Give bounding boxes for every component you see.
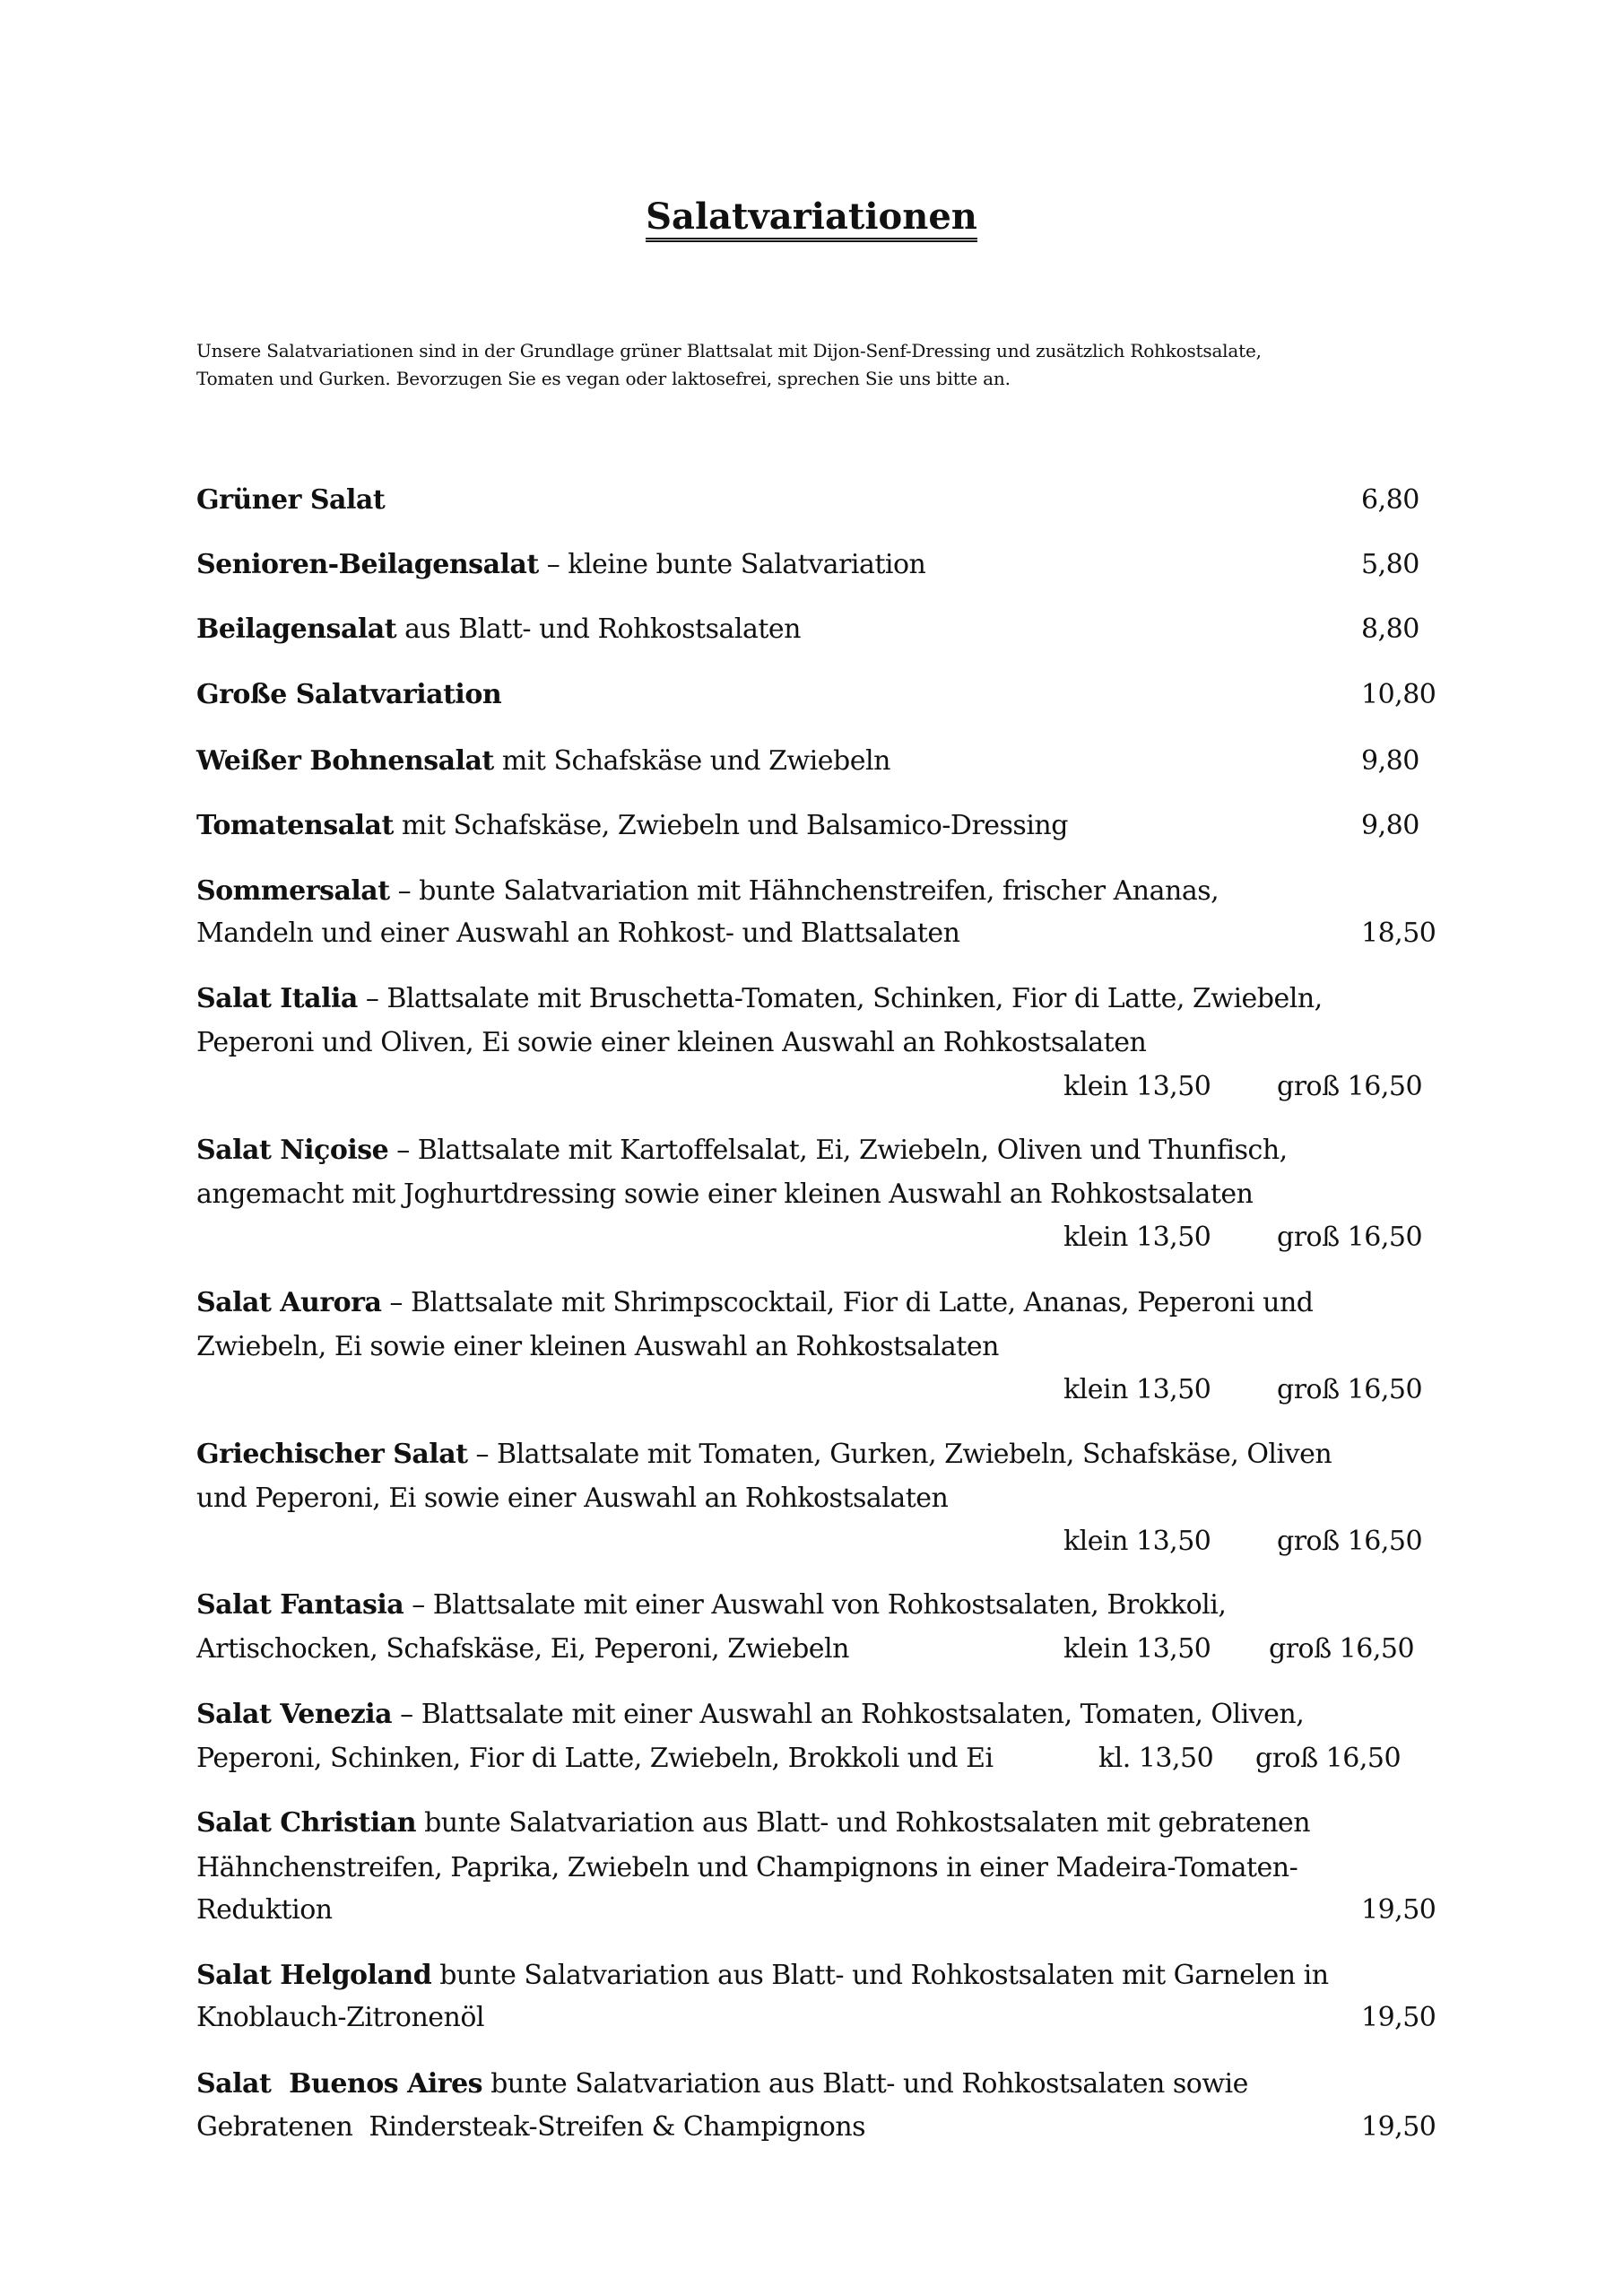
menu-item-line (196, 806, 1435, 846)
menu-item-line (196, 1739, 1435, 1779)
menu-item-line (196, 545, 1435, 585)
menu-item-line (196, 1067, 1435, 1107)
menu-item-line (196, 1522, 1435, 1561)
menu-item-line (196, 2108, 1435, 2147)
menu-item-desc: – Blattsalate mit Shrimpscocktail, Fior di Latte, Ananas, Peperoni und (381, 1287, 1314, 1318)
menu-item-desc: Peperoni, Schinken, Fior di Latte, Zwiebeln, Brokkoli und Ei (196, 1743, 994, 1774)
menu-item-name: Weißer Bohnensalat (196, 745, 494, 777)
menu-item-price: 19,50 (1361, 1894, 1436, 1926)
menu-item-name: Salat Helgoland (196, 1960, 432, 1991)
menu-item-name: Senioren-Beilagensalat (196, 549, 539, 580)
menu-item-desc: angemacht mit Joghurtdressing sowie einer kleinen Auswahl an Rohkostsalaten (196, 1178, 1254, 1210)
menu-item-line (196, 872, 1435, 911)
menu-item-name: Sommersalat (196, 875, 390, 907)
menu-item-desc: Peperoni und Oliven, Ei sowie einer kleinen Auswahl an Rohkostsalaten (196, 1027, 1147, 1058)
menu-item-line (196, 1848, 1435, 1888)
menu-item-desc: und Peperoni, Ei sowie einer Auswahl an Rohkostsalaten (196, 1483, 949, 1514)
menu-item-line (196, 1370, 1435, 1410)
menu-item-desc: mit Schafskäse, Zwiebeln und Balsamico-Dressing (393, 810, 1068, 841)
menu-item-line (196, 1131, 1435, 1170)
menu-item-line (196, 1998, 1435, 2038)
menu-item-name: Große Salatvariation (196, 679, 502, 710)
menu-item-name: Salat Buenos Aires (196, 2068, 483, 2100)
page-title (0, 192, 1623, 242)
menu-item-desc: Mandeln und einer Auswahl an Rohkost- und Blattsalaten (196, 918, 960, 949)
menu-item-price-small: kl. 13,50 (1098, 1743, 1214, 1774)
menu-item-price-large: groß 16,50 (1277, 1526, 1423, 1557)
menu-item-name: Salat Aurora (196, 1287, 382, 1318)
menu-item-name: Salat Niçoise (196, 1135, 389, 1166)
menu-item-line (196, 1283, 1435, 1323)
menu-item-line (196, 1956, 1435, 1996)
menu-item-desc: aus Blatt- und Rohkostsalaten (396, 613, 802, 645)
menu-item-desc: – kleine bunte Salatvariation (538, 549, 926, 580)
menu-item-price: 5,80 (1361, 549, 1419, 580)
menu-item-desc: Reduktion (196, 1894, 333, 1926)
menu-item-name: Beilagensalat (196, 613, 397, 645)
intro-line-1: Unsere Salatvariationen sind in der Grundlage grüner Blattsalat mit Dijon-Senf-Dressing und zusätzlich Rohkostsalate, (196, 340, 1262, 361)
menu-item-name: Grüner Salat (196, 484, 386, 516)
intro-line-2: Tomaten und Gurken. Bevorzugen Sie es vegan oder laktosefrei, sprechen Sie uns bitte an. (196, 368, 1011, 389)
menu-item-price-small: klein 13,50 (1063, 1222, 1211, 1253)
menu-item-line (196, 2065, 1435, 2104)
menu-item-price-large: groß 16,50 (1277, 1374, 1423, 1405)
menu-item-line (196, 1479, 1435, 1518)
menu-item-desc: – Blattsalate mit einer Auswahl von Rohkostsalaten, Brokkoli, (404, 1589, 1227, 1621)
menu-item-line (196, 742, 1435, 781)
menu-item-price-large: groß 16,50 (1277, 1071, 1423, 1102)
menu-item-line (196, 1218, 1435, 1257)
menu-item-desc: – Blattsalate mit einer Auswahl an Rohkostsalaten, Tomaten, Oliven, (392, 1699, 1305, 1730)
menu-item-price-small: klein 13,50 (1063, 1526, 1211, 1557)
menu-item-desc: – Blattsalate mit Tomaten, Gurken, Zwiebeln, Schafskäse, Oliven (467, 1439, 1332, 1470)
menu-item-line (196, 1891, 1435, 1930)
menu-item-desc: Gebratenen Rindersteak-Streifen & Champignons (196, 2111, 866, 2143)
menu-item-price: 10,80 (1361, 679, 1436, 710)
menu-item-price-small: klein 13,50 (1063, 1374, 1211, 1405)
menu-item-line (196, 1327, 1435, 1367)
menu-item-desc: – Blattsalate mit Kartoffelsalat, Ei, Zwiebeln, Oliven und Thunfisch, (388, 1135, 1288, 1166)
menu-item-desc: Zwiebeln, Ei sowie einer kleinen Auswahl an Rohkostsalaten (196, 1331, 999, 1362)
menu-item-price-small: klein 13,50 (1063, 1633, 1211, 1665)
menu-item-price: 19,50 (1361, 2111, 1436, 2143)
menu-item-line (196, 1586, 1435, 1625)
menu-item-price-large: groß 16,50 (1255, 1743, 1402, 1774)
menu-item-desc: – Blattsalate mit Bruschetta-Tomaten, Schinken, Fior di Latte, Zwiebeln, (357, 983, 1323, 1014)
menu-item-line (196, 610, 1435, 649)
menu-item-price: 9,80 (1361, 810, 1419, 841)
menu-item-line (196, 1435, 1435, 1474)
menu-item-desc: Knoblauch-Zitronenöl (196, 2002, 485, 2033)
menu-item-line (196, 1804, 1435, 1843)
menu-item-name: Salat Italia (196, 983, 358, 1014)
menu-item-price: 8,80 (1361, 613, 1419, 645)
menu-item-name: Tomatensalat (196, 810, 394, 841)
menu-item-line (196, 1695, 1435, 1735)
menu-item-line (196, 1023, 1435, 1063)
menu-item-desc: bunte Salatvariation aus Blatt- und Rohkostsalaten sowie (482, 2068, 1248, 2100)
menu-item-name: Salat Fantasia (196, 1589, 404, 1621)
menu-item-price: 9,80 (1361, 745, 1419, 777)
menu-item-line (196, 675, 1435, 715)
menu-item-line (196, 914, 1435, 953)
menu-item-name: Salat Christian (196, 1807, 417, 1839)
menu-item-price-small: klein 13,50 (1063, 1071, 1211, 1102)
menu-item-price: 6,80 (1361, 484, 1419, 516)
menu-item-price-large: groß 16,50 (1277, 1222, 1423, 1253)
menu-item-desc: mit Schafskäse und Zwiebeln (493, 745, 890, 777)
menu-item-line (196, 1630, 1435, 1669)
menu-item-desc: bunte Salatvariation aus Blatt- und Rohkostsalaten mit gebratenen (416, 1807, 1311, 1839)
page-title-text: Salatvariationen (646, 196, 977, 242)
menu-item-desc: Hähnchenstreifen, Paprika, Zwiebeln und Champignons in einer Madeira-Tomaten- (196, 1852, 1298, 1883)
menu-item-desc: bunte Salatvariation aus Blatt- und Rohkostsalaten mit Garnelen in (431, 1960, 1329, 1991)
menu-item-price: 19,50 (1361, 2002, 1436, 2033)
menu-item-price-large: groß 16,50 (1269, 1633, 1415, 1665)
menu-item-line (196, 1175, 1435, 1214)
menu-item-desc: – bunte Salatvariation mit Hähnchenstreifen, frischer Ananas, (389, 875, 1219, 907)
menu-item-desc: Artischocken, Schafskäse, Ei, Peperoni, Zwiebeln (196, 1633, 849, 1665)
menu-item-name: Griechischer Salat (196, 1439, 468, 1470)
menu-item-price: 18,50 (1361, 918, 1436, 949)
menu-item-name: Salat Venezia (196, 1699, 393, 1730)
menu-item-line (196, 481, 1435, 520)
menu-item-line (196, 979, 1435, 1019)
